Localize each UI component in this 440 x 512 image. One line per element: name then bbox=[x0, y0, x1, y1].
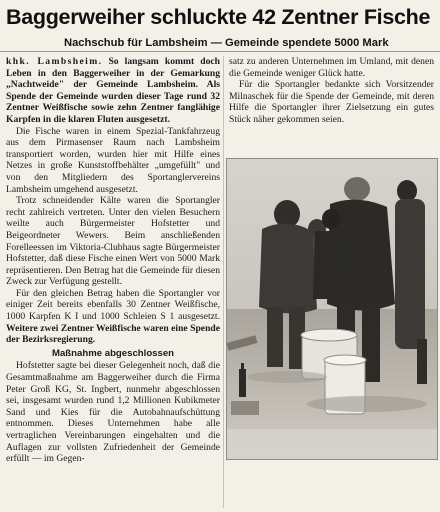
subheadline: Nachschub für Lambsheim — Gemeinde spendete 5000 Mark bbox=[64, 37, 389, 49]
paragraph-transport: Die Fische waren in einem Spezial-Tankfahrzeug aus dem Pirmasenser Raum nach Lambsheim transportiert worden, wurden hier mit Hilfe eines Netzes in große Kunststoffbehälter „umgefüllt" und von den Mitgliedern des Sportanglervereins Lambsheim umgehend ausgesetzt. bbox=[6, 125, 220, 195]
section-subheading: Maßnahme abgeschlossen bbox=[51, 347, 175, 359]
column-divider bbox=[223, 56, 224, 508]
article-column-right bbox=[229, 56, 434, 126]
lead-text: So langsam kommt doch Leben in den Baggerweiher in der Gemarkung „Nachtweide" der Gemeinde Lambsheim. Als Spende der Gemeinde wurden dieser Tage rund 32 Zentner Weißfische sowie zehn Zentner fanglähige Karpfen in die klaren Fluten ausgesetzt. bbox=[6, 56, 220, 125]
paragraph-previous-stocking-text: Für den gleichen Betrag haben die Sportangler vor einiger Zeit bereits ebenfalls 30 Zentner Weißfische, 1000 Karpfen K I und 1000 Schleien S 1 ausgesetzt. bbox=[6, 287, 220, 323]
paragraph-measure-completed: Hofstetter sagte bei dieser Gelegenheit noch, daß die Gesamtmaßnahme am Baggerweiher durch die Firma Peter Groß KG, St. Ingbert, nunmehr abgeschlossen sei, insgesamt wurden rund 1,2 Millionen Kubikmeter Sand und Kies für die Autobahnaufschüttung entnommen. Dieses Unternehmen habe alle vertraglichen Vereinbarungen eingehalten und die Auflagen zur vollsten Zufriedenheit der Gemeinde erfüllt — im Gegen- bbox=[6, 360, 220, 465]
paragraph-thanks: Für die Sportangler bedankte sich Vorsitzender Milnaschek für die Spende der Gemeinde, mit deren Hilfe die Sportangler ihrer Zielsetzung ein gutes Stück näher gekommen seien. bbox=[229, 79, 434, 125]
lead-paragraph bbox=[6, 56, 220, 126]
paragraph-district-donation: Weitere zwei Zentner Weißfische waren eine Spende der Bezirksregierung. bbox=[6, 322, 220, 346]
header-rule bbox=[0, 51, 440, 52]
dateline: khk. Lambsheim. bbox=[6, 56, 103, 67]
article-column-left bbox=[6, 56, 220, 465]
headline: Baggerweiher schluckte 42 Zentner Fische bbox=[6, 5, 431, 29]
paragraph-continuation: satz zu anderen Unternehmen im Umland, mit denen die Gemeinde weniger Glück hatte. bbox=[229, 56, 434, 79]
paragraph-previous-stocking bbox=[6, 288, 220, 346]
photo-anglers-releasing-fish bbox=[227, 159, 437, 459]
paragraph-visitors: Trotz schneidender Kälte waren die Sportangler recht zahlreich vertreten. Unter den vielen Besuchern weilte auch Bürgermeister Hofstetter und Beigeordneter Wewers. Beim anschließenden Forelleessen im Viktoria-Clubhaus sagte Bürgermeister Hofstetter, daß diese Fische einen Wert von 5000 Mark repräsentieren. Den Betrag hat die Gemeinde für diesen Zweck zur Verfügung gestellt. bbox=[6, 195, 220, 288]
news-photo bbox=[226, 158, 438, 460]
